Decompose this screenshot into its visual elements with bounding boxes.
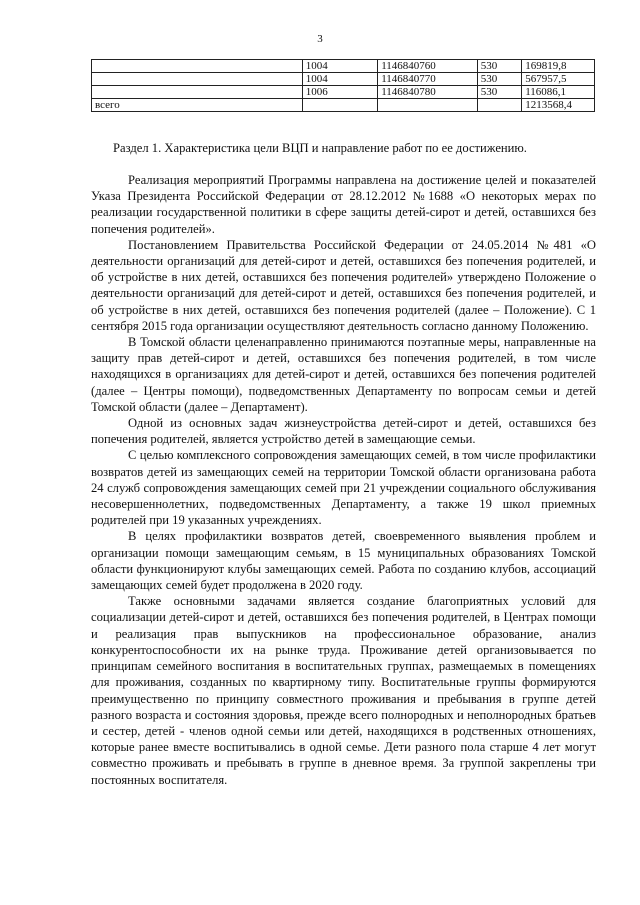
table-cell: 1006: [302, 86, 377, 99]
table-cell: [92, 60, 303, 73]
total-value: 1213568,4: [522, 99, 595, 112]
table-row: [92, 73, 595, 86]
section-title: Раздел 1. Характеристика цели ВЦП и направление работ по ее достижению.: [113, 141, 527, 155]
table-row: [92, 86, 595, 99]
table-cell: 169819,8: [522, 60, 595, 73]
table-cell: 1004: [302, 73, 377, 86]
paragraph: С целью комплексного сопровождения замещающих семей, в том числе профилактики возвратов детей из замещающих семей на территории Томской области организована работа 24 служб сопровождения замещающих семей при 21 учреждении социального обслуживания несовершеннолетних, подведомственных Департаменту, а также 19 школ приемных родителей при 19 указанных учреждениях.: [91, 448, 596, 528]
table-cell: [92, 86, 303, 99]
table-cell: 1146840760: [378, 60, 478, 73]
table-cell: 530: [477, 60, 522, 73]
table-cell: [302, 99, 377, 112]
table-cell: [477, 99, 522, 112]
page-number: 3: [317, 33, 323, 45]
table-cell: [378, 99, 478, 112]
paragraph: Постановлением Правительства Российской Федерации от 24.05.2014 №481 «О деятельности организаций для детей-сирот и детей, оставшихся без попечения родителей, и об устройстве в них детей, оставшихся без попечения родителей» утверждено Положение о деятельности организаций для детей-сирот и детей, оставшихся без попечения родителей, и об устройстве в них детей, оставшихся без попечения родителей (далее – Положение). С 1 сентября 2015 года организации осуществляют деятельность согласно данному Положению.: [91, 237, 596, 333]
table-cell: 1146840770: [378, 73, 478, 86]
table-cell: 116086,1: [522, 86, 595, 99]
document-body: [91, 172, 596, 788]
budget-table: [91, 59, 595, 112]
table-cell: 530: [477, 73, 522, 86]
paragraph: Реализация мероприятий Программы направлена на достижение целей и показателей Указа Президента Российской Федерации от 28.12.2012 №1688 «О некоторых мерах по реализации государственной политики в сфере защиты детей-сирот и детей, оставшихся без попечения родителей».: [91, 173, 596, 236]
paragraph: Также основными задачами является создание благоприятных условий для социализации детей-сирот и детей, оставшихся без попечения родителей, в Центрах помощи и реализация прав выпускников на профессиональное образование, анализ конкурентоспособности их на рынке труда. Проживание детей организовывается по принципам семейного воспитания в воспитательных группах, размещаемых в помещениях для проживания, созданных по квартирному типу. Воспитательные группы формируются преимущественно по принципу совместного проживания и пребывания в группе детей разного возраста и состояния здоровья, прежде всего полнородных и неполнородных братьев и сестер, детей - членов одной семьи или детей, находящихся в родственных отношениях, которые ранее вместе воспитывались в одной семье. Дети разного пола старше 4 лет могут совместно проживать и пребывать в группе в дневное время. За группой закреплены три постоянных воспитателя.: [91, 594, 596, 787]
paragraph: В Томской области целенаправленно принимаются поэтапные меры, направленные на защиту прав детей-сирот и детей, оставшихся без попечения родителей, в том числе находящихся в организациях для детей-сирот и детей, оставшихся без попечения родителей (далее – Центры помощи), подведомственных Департаменту по вопросам семьи и детей Томской области (далее – Департамент).: [91, 335, 596, 414]
table-cell: [92, 73, 303, 86]
table-cell: 1146840780: [378, 86, 478, 99]
table-cell: 567957,5: [522, 73, 595, 86]
paragraph: В целях профилактики возвратов детей, своевременного выявления проблем и организации помощи замещающим семьям, в 15 муниципальных образованиях Томской области функционируют клубы замещающих семей. Работа по созданию клубов, ассоциаций замещающих семей будет продолжена в 2020 году.: [91, 529, 596, 593]
table-cell: 1004: [302, 60, 377, 73]
table-total-row: [92, 99, 595, 112]
paragraph: Одной из основных задач жизнеустройства детей-сирот и детей, оставшихся без попечения родителей, является устройство детей в замещающие семьи.: [91, 416, 596, 447]
table-row: [92, 60, 595, 73]
table-cell: 530: [477, 86, 522, 99]
total-label: всего: [92, 99, 303, 112]
